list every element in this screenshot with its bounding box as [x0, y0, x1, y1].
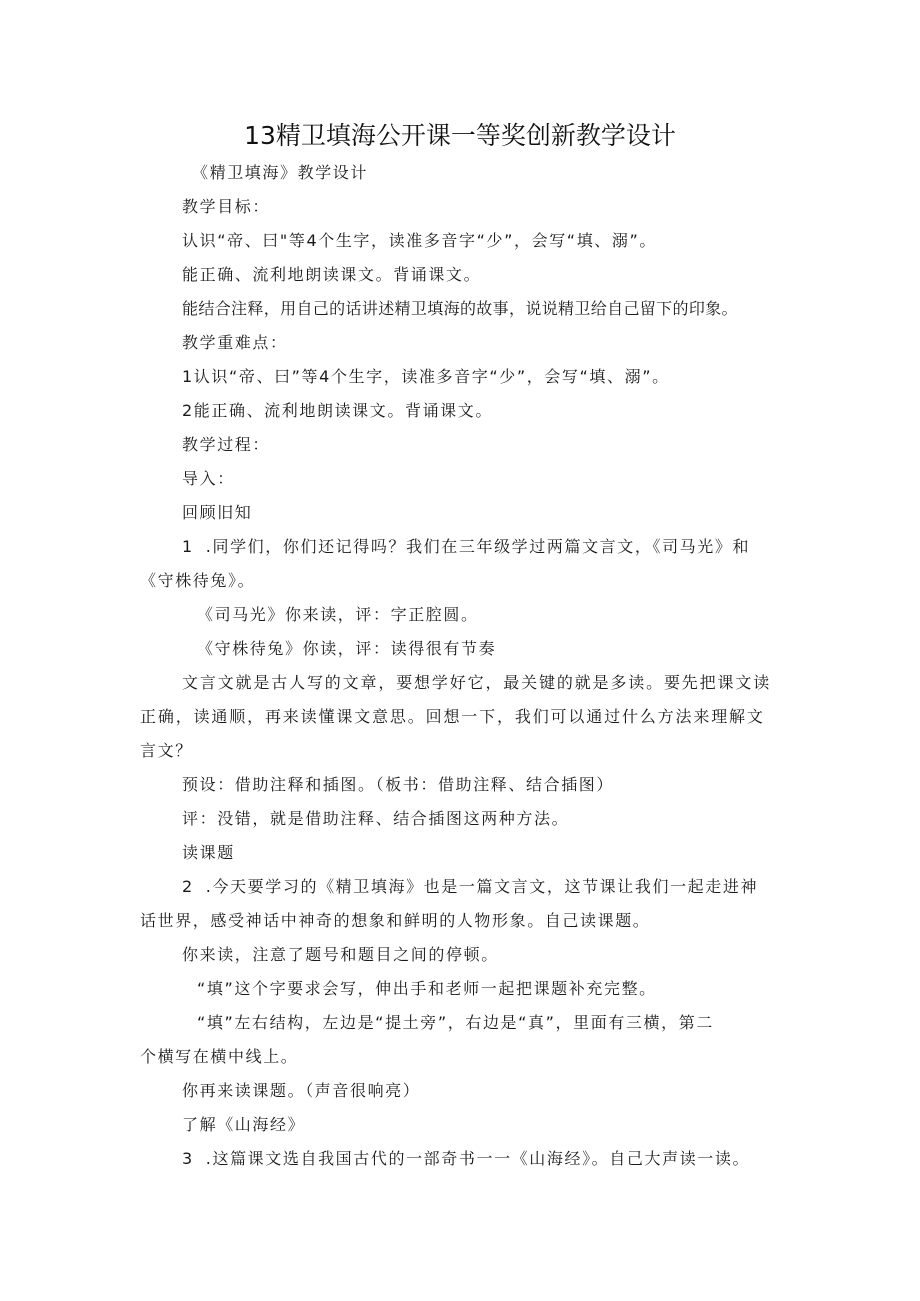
- objective-3: 能结合注释，用自己的话讲述精卫填海的故事，说说精卫给自己留下的印象。: [182, 299, 738, 318]
- key-point-1: 1认识“帝、曰”等4个生字，读准多音字“少”，会写“填、溺”。: [182, 367, 670, 386]
- paragraph-classical-cont-2: 言文？: [140, 741, 193, 760]
- paragraph-tian-structure: “填”左右结构，左边是“提土旁”，右边是“真”，里面有三横，第二: [197, 1013, 714, 1032]
- heading-intro: 导入：: [182, 469, 235, 488]
- paragraph-1: 1 .同学们，你们还记得吗？我们在三年级学过两篇文言文，《司马光》和: [182, 537, 751, 556]
- paragraph-classical: 文言文就是古人写的文章，要想学好它，最关键的就是多读。要先把课文读: [182, 673, 772, 692]
- paragraph-pause: 你来读，注意了题号和题目之间的停顿。: [182, 945, 499, 964]
- item-number: 2: [182, 877, 194, 896]
- paragraph-classical-cont-1: 正确，读通顺，再来读懂课文意思。回想一下，我们可以通过什么方法来理解文: [140, 707, 765, 726]
- document-title: 13精卫填海公开课一等奖创新教学设计: [244, 121, 676, 150]
- paragraph-1-cont: 《守株待兔》。: [140, 571, 256, 590]
- objective-1: 认识“帝、曰"等4个生字，读准多音字“少”，会写“填、溺”。: [182, 231, 657, 250]
- paragraph-shouzhu: 《守株待兔》你读，评：读得很有节奏: [197, 639, 497, 658]
- heading-read-title: 读课题: [182, 843, 235, 862]
- paragraph-preset: 预设：借助注释和插图。（板书：借助注释、结合插图）: [182, 775, 615, 794]
- paragraph-comment: 评：没错，就是借助注释、结合插图这两种方法。: [182, 809, 570, 828]
- paragraph-tian-write: “填”这个字要求会写，伸出手和老师一起把课题补充完整。: [197, 979, 657, 998]
- heading-key-points: 教学重难点：: [182, 333, 288, 352]
- objective-2: 能正确、流利地朗读课文。背诵课文。: [182, 265, 482, 284]
- key-point-2: 2能正确、流利地朗读课文。背诵课文。: [182, 401, 493, 420]
- paragraph-3: 3 .这篇课文选自我国古代的一部奇书一一《山海经》。自己大声读一读。: [182, 1149, 751, 1168]
- paragraph-tian-structure-cont: 个横写在横中线上。: [140, 1047, 299, 1066]
- paragraph-sima-guang: 《司马光》你来读，评：字正腔圆。: [197, 605, 479, 624]
- paragraph-2: 2 .今天要学习的《精卫填海》也是一篇文言文，这节课让我们一起走进神: [182, 877, 759, 896]
- heading-shanhaijing: 了解《山海经》: [182, 1115, 306, 1134]
- item-number: 3: [182, 1149, 194, 1168]
- heading-process: 教学过程：: [182, 435, 271, 454]
- item-number: 1: [182, 537, 194, 556]
- paragraph-2-cont: 话世界，感受神话中神奇的想象和鲜明的人物形象。自己读课题。: [140, 911, 651, 930]
- heading-review: 回顾旧知: [182, 503, 253, 522]
- heading-objectives: 教学目标：: [182, 197, 271, 216]
- paragraph-read-again: 你再来读课题。（声音很响亮）: [182, 1081, 421, 1100]
- subtitle: 《精卫填海》教学设计: [192, 163, 369, 182]
